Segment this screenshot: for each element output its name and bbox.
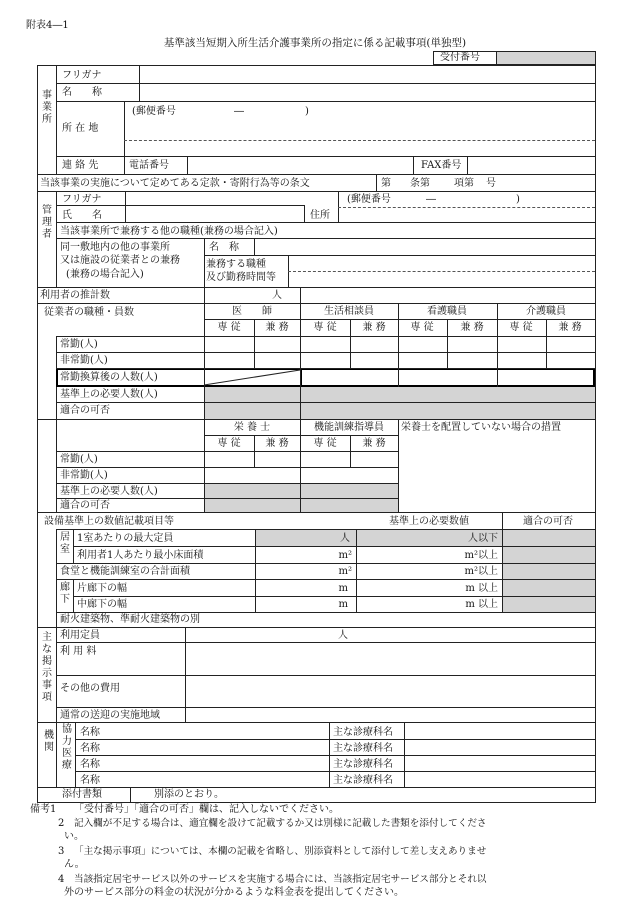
other-fee-input[interactable] <box>186 676 595 707</box>
staff-row-fulltime: 常勤(人) <box>60 339 98 350</box>
pickup-area-input[interactable] <box>186 708 595 722</box>
office-phone-label: 電話番号 <box>129 160 169 171</box>
staff-row-parttime: 非常勤(人) <box>60 355 108 366</box>
office-name-label: 名 称 <box>62 87 102 98</box>
office-furigana-label: フリガナ <box>62 70 102 81</box>
note-1: 「受付番号」「適合の可否」欄は、記入しないでください。 <box>74 804 339 815</box>
corridor-side-label: 廊下 <box>60 582 70 605</box>
fireproof-label: 耐火建築物、準耐火建築物の別 <box>60 614 200 625</box>
capacity-input[interactable] <box>186 628 336 642</box>
manager-address-label: 住所 <box>310 210 330 221</box>
office-contact-label: 連 絡 先 <box>62 160 99 171</box>
manager-postal-label: (郵便番号 <box>347 194 391 205</box>
no-dietitian-measures-input[interactable] <box>399 436 595 512</box>
articles-label: 当該事業の実施について定めてある定款・寄附行為等の条文 <box>40 178 310 189</box>
manager-concurrent-label: 当該事業所で兼務する他の職種(兼務の場合記入) <box>60 226 278 237</box>
facility-required-header: 基準上の必要数値 <box>389 516 469 527</box>
users-label: 利用者の推計数 <box>40 290 110 301</box>
caregiver-header: 介護職員 <box>526 306 566 317</box>
reception-number-field[interactable] <box>497 52 595 64</box>
manager-side-label: 管理者 <box>42 205 52 240</box>
medical-side-label-b: 協力医療 <box>62 724 72 771</box>
manager-name-label: 氏 名 <box>62 210 102 221</box>
manager-address-input[interactable] <box>339 208 595 222</box>
users-estimate-input[interactable] <box>205 288 271 303</box>
capacity-label: 利用定員 <box>60 630 100 641</box>
pickup-area-label: 通常の送迎の実施地域 <box>60 710 160 721</box>
office-fax-label: FAX番号 <box>421 160 462 171</box>
fee-input[interactable] <box>186 643 595 675</box>
room-side-label: 居室 <box>60 532 70 555</box>
note-3: 「主な掲示事項」については、本欄の記載を省略し、別添資料として添付して差し支えありませ <box>74 846 487 857</box>
facility-label: 設備基準上の数値記載項目等 <box>44 516 174 527</box>
staff-row-fte: 常勤換算後の人数(人) <box>60 372 158 383</box>
other-fee-label: その他の費用 <box>60 683 120 694</box>
office-address-label: 所 在 地 <box>62 123 99 134</box>
trainer-header: 機能訓練指導員 <box>314 422 384 433</box>
doctor-header: 医 師 <box>232 306 272 317</box>
medical-side-label-a: 機関 <box>44 730 54 753</box>
medical-departments-input[interactable] <box>405 723 595 787</box>
attachment-label: 添付書類 <box>62 789 102 800</box>
office-address-input[interactable] <box>125 120 595 156</box>
staff-row-fit: 適合の可否 <box>60 405 110 416</box>
staff-row-required: 基準上の必要人数(人) <box>60 389 158 400</box>
attachment-value: 別添のとおり。 <box>154 789 224 800</box>
office-postal-label: (郵便番号 <box>132 106 176 117</box>
facility-fit-header: 適合の可否 <box>523 516 573 527</box>
manager-facility-name-label: 名 称 <box>209 242 239 253</box>
office-phone-input[interactable] <box>188 157 413 174</box>
manager-name-input[interactable] <box>126 206 304 222</box>
office-furigana-input[interactable] <box>140 66 595 83</box>
appendix-label: 附表4―1 <box>26 20 69 31</box>
nurse-header: 看護職員 <box>427 306 467 317</box>
office-fax-input[interactable] <box>468 157 595 174</box>
reception-number-label: 受付番号 <box>440 52 480 63</box>
note-4: 当該指定居宅サービス以外のサービスを実施する場合には、当該指定居宅サービス部分とそれ以 <box>74 874 487 885</box>
fee-label: 利 用 料 <box>60 646 97 657</box>
dietitian-header: 栄 養 士 <box>233 422 271 433</box>
form-title: 基準該当短期入所生活介護事業所の指定に係る記載事項(単独型) <box>163 37 467 49</box>
office-side-label: 事業所 <box>42 90 52 125</box>
notices-side-label: 主な掲示事項 <box>42 632 52 703</box>
office-name-input[interactable] <box>140 84 595 101</box>
staff-label: 従業者の職種・員数 <box>44 307 134 318</box>
no-dietitian-header: 栄養士を配置していない場合の措置 <box>401 422 561 433</box>
manager-furigana-label: フリガナ <box>62 194 102 205</box>
medical-names-input[interactable] <box>102 723 329 787</box>
counselor-header: 生活相談員 <box>324 306 374 317</box>
note-2: 記入欄が不足する場合は、適宜欄を設けて記載するか又は別様に記載した書類を添付してくださ <box>74 818 487 829</box>
manager-furigana-input[interactable] <box>126 192 338 205</box>
